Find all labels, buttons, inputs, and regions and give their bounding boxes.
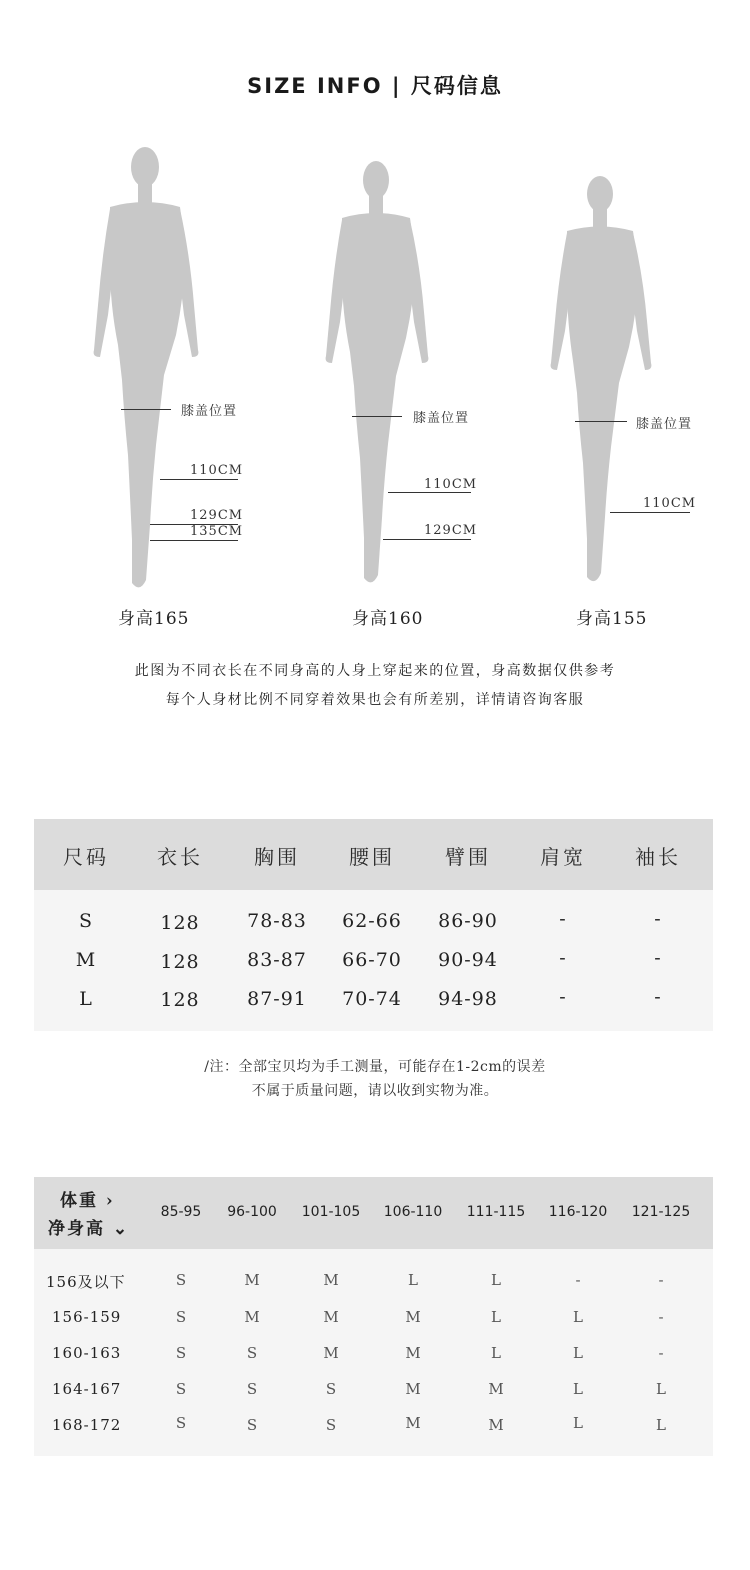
weight-header: 116-120 xyxy=(548,1204,608,1220)
fit-cell: L xyxy=(656,1416,666,1434)
weight-header: 96-100 xyxy=(227,1204,277,1220)
weight-header: 85-95 xyxy=(160,1204,202,1220)
page-title: SIZE INFO | 尺码信息 xyxy=(247,74,503,98)
fit-cell: S xyxy=(175,1271,187,1289)
fit-cell: M xyxy=(244,1308,260,1326)
knee-label: 膝盖位置 xyxy=(181,404,238,419)
table-cell: - xyxy=(654,947,662,969)
fit-cell: L xyxy=(573,1380,583,1398)
note-line: 不属于质量问题，请以收到实物为准。 xyxy=(251,1083,499,1099)
fit-cell: L xyxy=(491,1308,501,1326)
table-cell: M xyxy=(75,949,97,971)
fit-cell: M xyxy=(488,1380,504,1398)
height-row-label: 156及以下 xyxy=(46,1273,126,1291)
mark-label: 110CM xyxy=(643,496,697,511)
fit-cell: L xyxy=(408,1271,418,1289)
note-line: /注：全部宝贝均为手工测量，可能存在1-2cm的误差 xyxy=(204,1059,546,1075)
height-label: 身高155 xyxy=(576,609,648,629)
height-row-label: 164-167 xyxy=(52,1380,122,1398)
size-table xyxy=(34,819,713,1031)
fit-cell: M xyxy=(323,1271,339,1289)
fit-cell: M xyxy=(323,1344,339,1362)
table-cell: 128 xyxy=(160,989,200,1011)
fit-cell: - xyxy=(658,1344,664,1362)
fit-cell: L xyxy=(491,1271,501,1289)
figure-155 xyxy=(537,175,697,590)
table-cell: - xyxy=(559,947,567,969)
weight-axis-label: 体重 › xyxy=(60,1191,115,1211)
fit-cell: M xyxy=(405,1380,421,1398)
fit-cell: L xyxy=(573,1414,583,1432)
height-label: 身高160 xyxy=(352,609,424,629)
fit-cell: S xyxy=(325,1380,337,1398)
fit-cell: S xyxy=(246,1380,258,1398)
table-cell: 66-70 xyxy=(342,949,402,971)
weight-header: 111-115 xyxy=(466,1204,526,1220)
header-cell: 臂围 xyxy=(445,845,491,869)
header-cell: 腰围 xyxy=(349,845,395,869)
fit-cell: L xyxy=(491,1344,501,1362)
fit-cell: - xyxy=(658,1308,664,1326)
table-cell: 94-98 xyxy=(438,988,498,1010)
height-row-label: 168-172 xyxy=(52,1416,122,1434)
weight-header: 101-105 xyxy=(301,1204,361,1220)
fit-cell: M xyxy=(323,1308,339,1326)
knee-label: 膝盖位置 xyxy=(636,417,693,432)
mark-label: 110CM xyxy=(190,463,244,478)
mark-label: 129CM xyxy=(424,523,478,538)
fit-cell: S xyxy=(175,1308,187,1326)
mark-label: 129CM xyxy=(190,508,244,523)
header-cell: 衣长 xyxy=(157,845,203,869)
fit-table-header xyxy=(34,1177,713,1249)
knee-label: 膝盖位置 xyxy=(413,411,470,426)
size-table-body xyxy=(34,890,713,1031)
fit-cell: L xyxy=(573,1308,583,1326)
table-cell: 86-90 xyxy=(438,910,498,932)
silhouette-icon xyxy=(537,175,697,590)
weight-header: 121-125 xyxy=(631,1204,691,1220)
size-table-header xyxy=(34,819,713,890)
height-axis-label: 净身高 ⌄ xyxy=(48,1219,130,1239)
mark-label: 110CM xyxy=(424,477,478,492)
table-cell: 83-87 xyxy=(247,949,307,971)
fit-cell: S xyxy=(246,1416,258,1434)
fit-cell: M xyxy=(405,1344,421,1362)
fit-cell: M xyxy=(244,1271,260,1289)
table-cell: 70-74 xyxy=(342,988,402,1010)
fit-table-body xyxy=(34,1249,713,1456)
table-cell: - xyxy=(559,986,567,1008)
fit-table xyxy=(34,1177,713,1456)
fit-cell: M xyxy=(405,1308,421,1326)
fit-cell: S xyxy=(175,1414,187,1432)
table-cell: 128 xyxy=(160,912,200,934)
header-cell: 袖长 xyxy=(635,845,681,869)
table-cell: - xyxy=(654,908,662,930)
height-row-label: 160-163 xyxy=(52,1344,122,1362)
fit-cell: S xyxy=(175,1344,187,1362)
table-cell: - xyxy=(559,908,567,930)
height-row-label: 156-159 xyxy=(52,1308,122,1326)
table-cell: 62-66 xyxy=(342,910,402,932)
header-cell: 肩宽 xyxy=(540,845,586,869)
fit-cell: - xyxy=(658,1271,664,1289)
weight-header: 106-110 xyxy=(383,1204,443,1220)
header-cell: 胸围 xyxy=(254,845,300,869)
fit-cell: S xyxy=(175,1380,187,1398)
caption-line: 此图为不同衣长在不同身高的人身上穿起来的位置，身高数据仅供参考 xyxy=(134,663,616,679)
caption-line: 每个人身材比例不同穿着效果也会有所差别，详情请咨询客服 xyxy=(165,692,585,708)
table-cell: 78-83 xyxy=(247,910,307,932)
fit-cell: S xyxy=(246,1344,258,1362)
fit-cell: M xyxy=(488,1416,504,1434)
table-cell: - xyxy=(654,986,662,1008)
fit-cell: S xyxy=(325,1416,337,1434)
fit-cell: - xyxy=(575,1271,581,1289)
fit-cell: L xyxy=(573,1344,583,1362)
table-cell: L xyxy=(79,988,93,1010)
header-cell: 尺码 xyxy=(63,845,109,869)
fit-cell: M xyxy=(405,1414,421,1432)
table-cell: 128 xyxy=(160,951,200,973)
fit-cell: L xyxy=(656,1380,666,1398)
table-cell: S xyxy=(78,910,94,932)
table-cell: 87-91 xyxy=(247,988,307,1010)
table-cell: 90-94 xyxy=(438,949,498,971)
height-label: 身高165 xyxy=(118,609,190,629)
corner-label xyxy=(48,1187,129,1243)
mark-label: 135CM xyxy=(190,524,244,539)
